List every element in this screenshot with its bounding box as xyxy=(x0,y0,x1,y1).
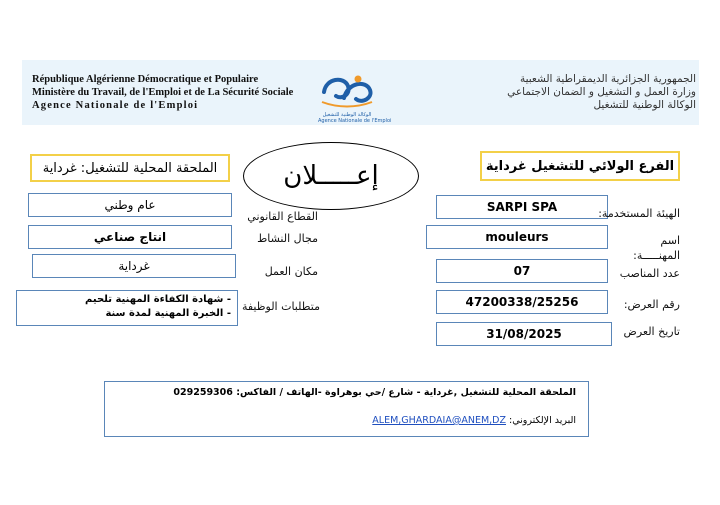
offer-number-label: رقم العرض: xyxy=(623,298,680,311)
anem-logo-icon xyxy=(318,72,392,124)
contact-address: الملحقة المحلية للتشغيل ,غرداية - شارع /حي بوهراوة -الهاتف / الفاكس: 029259306 xyxy=(173,387,576,398)
offer-date-value: 31/08/2025 xyxy=(436,322,612,346)
email-label: البريد الإلكتروني: xyxy=(509,415,576,426)
activity-value: انتاج صناعي xyxy=(28,225,232,249)
positions-value: 07 xyxy=(436,259,608,283)
job-label-1: اسم xyxy=(660,234,680,247)
requirement-2: - الخبرة المهنية لمدة سنة xyxy=(105,308,231,319)
job-value: mouleurs xyxy=(426,225,608,249)
positions-label: عدد المناصب xyxy=(619,267,680,280)
header-ar-line-2: وزارة العمل و التشغيل و الضمان الاجتماعي xyxy=(507,86,696,98)
offer-date-label: تاريخ العرض xyxy=(623,325,680,338)
requirements-box xyxy=(16,290,238,326)
employer-label: الهيئة المستخدمة: xyxy=(598,207,680,220)
header-fr-line-1: République Algérienne Démocratique et Populaire xyxy=(32,74,259,85)
legal-sector-label: القطاع القانوني xyxy=(247,210,318,223)
employer-value: SARPI SPA xyxy=(436,195,608,219)
header-fr-line-3: Agence Nationale de l'Emploi xyxy=(32,100,199,111)
requirement-1: - شهادة الكفاءة المهنية تلحيم xyxy=(85,294,231,305)
contact-email-line xyxy=(117,414,576,428)
location-label: مكان العمل xyxy=(264,265,318,278)
email-link[interactable]: ALEM,GHARDAIA@ANEM,DZ xyxy=(372,415,507,426)
location-value: غرداية xyxy=(32,254,236,278)
header-fr-line-2: Ministère du Travail, de l'Emploi et de La Sécurité Sociale xyxy=(32,87,294,98)
logo-caption-fr: Agence Nationale de l'Emploi xyxy=(318,118,392,124)
regional-office-box: الفرع الولائي للتشغيل غرداية xyxy=(480,151,680,181)
contact-box xyxy=(104,381,589,437)
logo-caption-ar: الوكالة الوطنية للتشغيل xyxy=(322,112,372,118)
job-label-2: المهنـــــة: xyxy=(633,249,680,262)
header-ar-line-3: الوكالة الوطنية للتشغيل xyxy=(593,99,696,111)
legal-sector-value: عام وطني xyxy=(28,193,232,217)
announcement-title: إعـــــلان xyxy=(243,142,419,210)
header-ar-line-1: الجمهورية الجزائرية الديمقراطية الشعبية xyxy=(519,73,696,85)
local-office-box: الملحقة المحلية للتشغيل: غرداية xyxy=(30,154,230,182)
requirements-label: متطلبات الوظيفة xyxy=(241,300,320,313)
activity-label: مجال النشاط xyxy=(257,232,318,245)
offer-number-value: 47200338/25256 xyxy=(436,290,608,314)
